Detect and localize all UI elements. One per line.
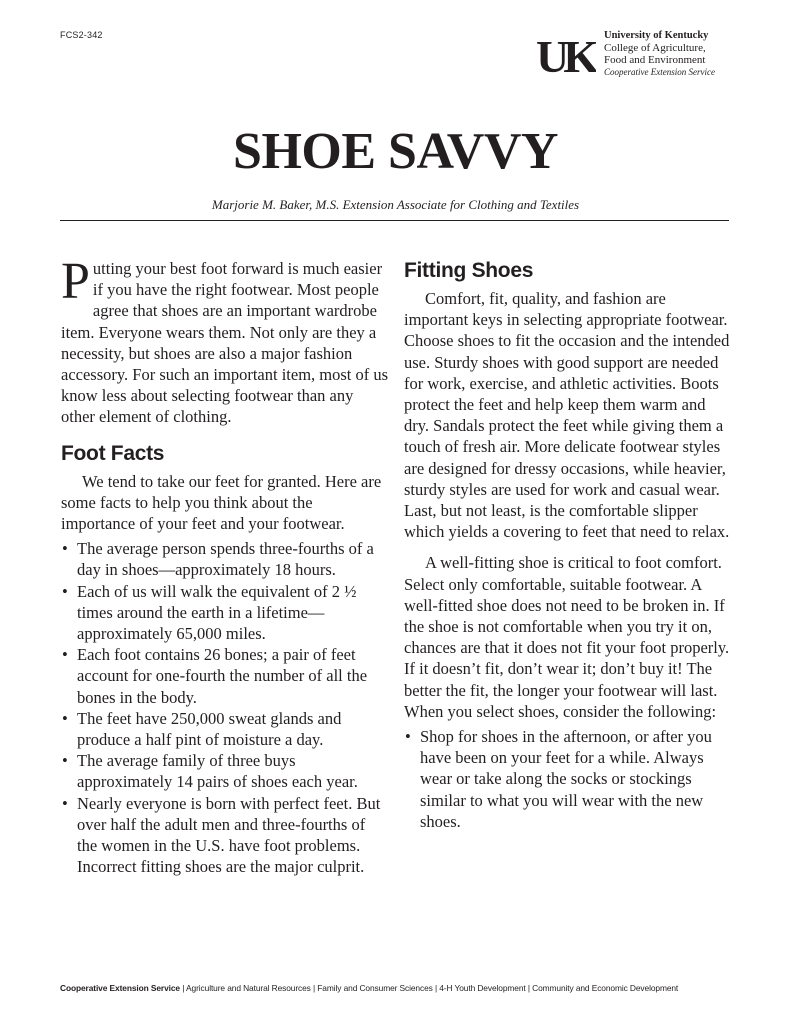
author-byline: Marjorie M. Baker, M.S. Extension Associate for Clothing and Textiles bbox=[211, 197, 580, 212]
fitting-shoes-paragraph-1: Comfort, fit, quality, and fashion are important keys in selecting appropriate footwear. Choose shoes to fit the occasion and the intended use. Sturdy shoes with good support are needed for work, exercise, and athletic activities. Boots protect the feet and help keep them warm and dry. Sandals protect the feet while giving them a touch of fresh air. More delicate footwear styles are designed for dressy occasions, while heavier, sturdy styles are used for work and casual wear. Last, but not least, is the comfortable slipper which yields a covering to feet that need to relax. bbox=[404, 289, 730, 542]
drop-cap: P bbox=[61, 253, 90, 310]
title-divider bbox=[60, 220, 729, 221]
intro-paragraph bbox=[61, 253, 389, 428]
list-item: • Shop for shoes in the afternoon, or after you have been on your feet for a while. Always wear or take along the socks or stockings similar to what you will wear with the new shoes. bbox=[404, 726, 732, 832]
foot-facts-list bbox=[61, 538, 389, 877]
foot-facts-intro: We tend to take our feet for granted. Here are some facts to help you think about the importance of your feet and your footwear. bbox=[61, 471, 382, 534]
list-item: • Nearly everyone is born with perfect feet. But over half the adult men and three-fourths of the women in the U.S. have foot problems. Incorrect fitting shoes are the major culprit. bbox=[61, 793, 389, 878]
list-item: • Each foot contains 26 bones; a pair of feet account for one-fourth the number of all the bones in the body. bbox=[61, 644, 389, 708]
foot-facts-heading: Foot Facts bbox=[61, 441, 165, 465]
org-college-cont: Food and Environment bbox=[604, 54, 706, 66]
page-title: SHOE SAVVY bbox=[233, 123, 558, 180]
document-code: FCS2-342 bbox=[60, 30, 103, 40]
left-column bbox=[61, 253, 389, 877]
university-logo bbox=[536, 32, 596, 78]
list-item: • The feet have 250,000 sweat glands and produce a half pint of moisture a day. bbox=[61, 708, 389, 750]
organization-block bbox=[604, 30, 715, 78]
fitting-shoes-list bbox=[404, 726, 732, 832]
list-item: • The average family of three buys approximately 14 pairs of shoes each year. bbox=[61, 750, 389, 792]
footer bbox=[60, 983, 740, 993]
svg-text:UK: UK bbox=[536, 32, 593, 78]
fitting-shoes-heading: Fitting Shoes bbox=[404, 259, 534, 282]
intro-text: utting your best foot forward is much easier if you have the right footwear. Most people agree that shoes are an important wardrobe item. Everyone wears them. Not only are they a necessity, but shoes are also a major fashion accessory. For such an important item, most of us know less about selecting footwear than any other element of clothing. bbox=[61, 259, 389, 427]
org-college: College of Agriculture, bbox=[604, 42, 706, 54]
right-column bbox=[404, 258, 732, 832]
footer-programs: | Agriculture and Natural Resources | Family and Consumer Sciences | 4-H Youth Development | Community and Economic Development bbox=[179, 983, 679, 993]
org-service: Cooperative Extension Service bbox=[604, 67, 715, 77]
list-item: • Each of us will walk the equivalent of 2 ½ times around the earth in a lifetime—approximately 65,000 miles. bbox=[61, 581, 389, 645]
fitting-shoes-paragraph-2: A well-fitting shoe is critical to foot comfort. Select only comfortable, suitable footwear. A well-fitted shoe does not need to be broken in. If the shoe is not comfortable when you try it on, chances are that it does not fit your foot properly. If it doesn’t fit, don’t wear it; don’t buy it! The better the fit, the longer your footwear will last. When you select shoes, consider the following: bbox=[404, 553, 730, 721]
list-item: • The average person spends three-fourths of a day in shoes—approximately 18 hours. bbox=[61, 538, 389, 580]
org-university: University of Kentucky bbox=[604, 30, 709, 41]
footer-service: Cooperative Extension Service bbox=[60, 983, 180, 993]
